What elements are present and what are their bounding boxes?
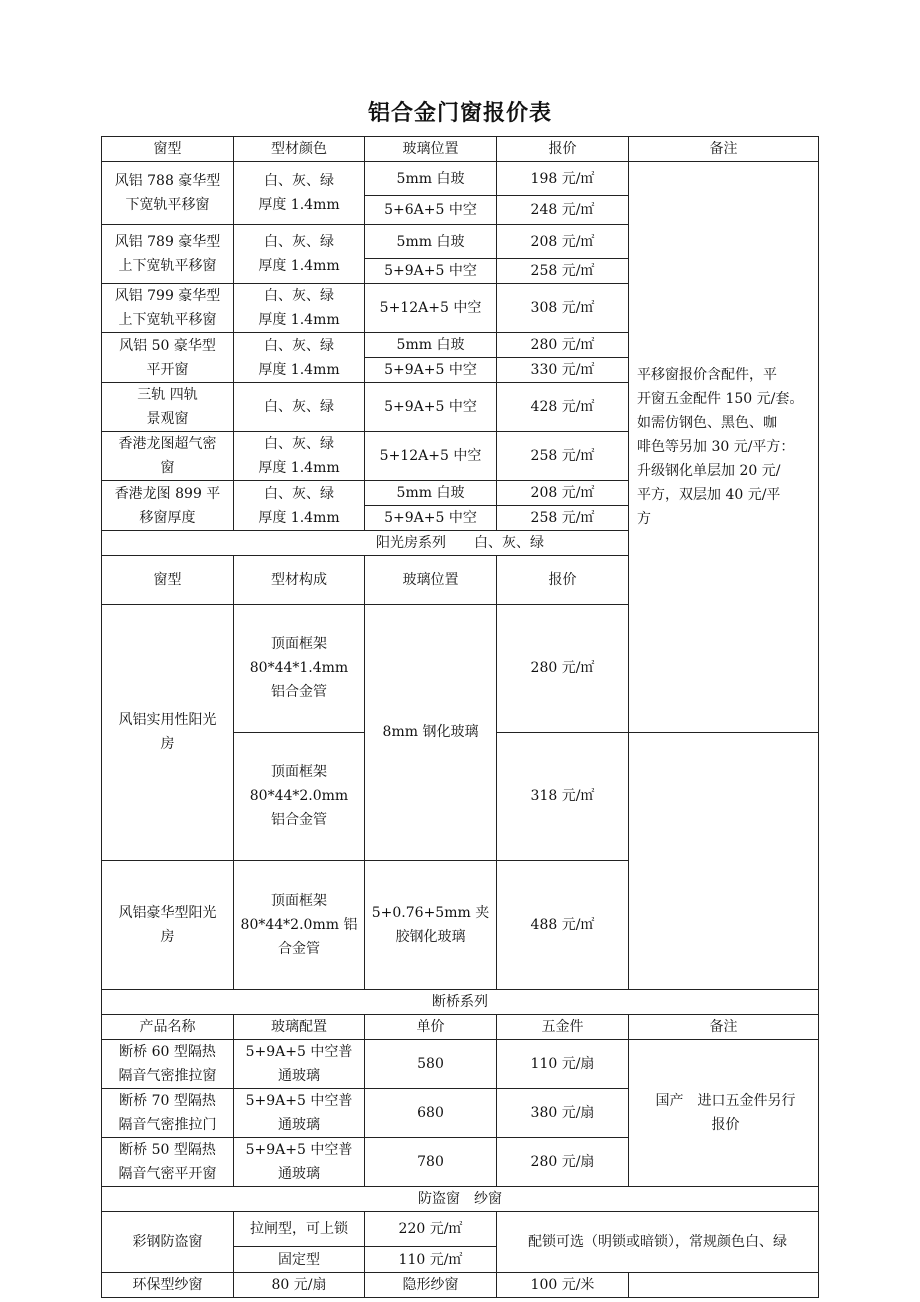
price-cell: 280 元/㎡ bbox=[497, 605, 629, 733]
hardware-cell: 110 元/扇 bbox=[497, 1040, 629, 1089]
header-cell: 玻璃位置 bbox=[365, 556, 497, 605]
price-cell: 208 元/㎡ bbox=[497, 225, 629, 259]
product-name-cell: 隐形纱窗 bbox=[365, 1273, 497, 1298]
table-row bbox=[102, 1212, 819, 1247]
header-cell: 玻璃配置 bbox=[234, 1015, 365, 1040]
section-title-row bbox=[102, 531, 819, 556]
glass-cell: 5mm 白玻 bbox=[365, 333, 497, 358]
glass-cell: 8mm 钢化玻璃 bbox=[365, 605, 497, 861]
window-type-cell: 风铝 50 豪华型 平开窗 bbox=[102, 333, 234, 383]
glass-cell: 5+9A+5 中空普 通玻璃 bbox=[234, 1138, 365, 1187]
price-cell: 680 bbox=[365, 1089, 497, 1138]
remark-cell: 平移窗报价含配件，平 开窗五金配件 150 元/套。 如需仿钢色、黑色、咖 啡色等另加 30 元/平方： 升级钢化单层加 20 元/ 平方，双层加 40 元/平 方 bbox=[629, 162, 819, 733]
glass-cell: 5+0.76+5mm 夹 胶钢化玻璃 bbox=[365, 860, 497, 990]
price-cell: 110 元/㎡ bbox=[365, 1247, 497, 1273]
window-type-cell: 三轨 四轨 景观窗 bbox=[102, 383, 234, 432]
table-header-row bbox=[102, 1015, 819, 1040]
glass-cell: 5+9A+5 中空 bbox=[365, 506, 497, 531]
price-cell: 280 元/㎡ bbox=[497, 333, 629, 358]
empty-cell bbox=[629, 1273, 819, 1298]
section-title-security: 防盗窗 纱窗 bbox=[102, 1187, 819, 1212]
type-cell: 固定型 bbox=[234, 1247, 365, 1273]
hardware-cell: 380 元/扇 bbox=[497, 1089, 629, 1138]
table-row bbox=[102, 162, 819, 196]
price-cell: 308 元/㎡ bbox=[497, 284, 629, 333]
header-cell: 报价 bbox=[497, 137, 629, 162]
glass-cell: 5+12A+5 中空 bbox=[365, 284, 497, 333]
frame-cell: 顶面框架 80*44*2.0mm 铝 合金管 bbox=[234, 860, 365, 990]
price-cell: 318 元/㎡ bbox=[497, 732, 629, 860]
price-table bbox=[101, 136, 819, 1298]
table-row bbox=[102, 1040, 819, 1089]
price-cell: 488 元/㎡ bbox=[497, 860, 629, 990]
table-header-row bbox=[102, 137, 819, 162]
profile-color-cell: 白、灰、绿 厚度 1.4mm bbox=[234, 162, 365, 225]
window-type-cell: 香港龙图超气密 窗 bbox=[102, 432, 234, 481]
header-cell: 窗型 bbox=[102, 556, 234, 605]
product-name-cell: 断桥 50 型隔热 隔音气密平开窗 bbox=[102, 1138, 234, 1187]
frame-cell: 顶面框架 80*44*1.4mm 铝合金管 bbox=[234, 605, 365, 733]
product-name-cell: 断桥 60 型隔热 隔音气密推拉窗 bbox=[102, 1040, 234, 1089]
profile-color-cell: 白、灰、绿 厚度 1.4mm bbox=[234, 284, 365, 333]
header-cell: 备注 bbox=[629, 137, 819, 162]
header-cell: 单价 bbox=[365, 1015, 497, 1040]
hardware-cell: 280 元/扇 bbox=[497, 1138, 629, 1187]
section-title-row bbox=[102, 990, 819, 1015]
section-title-sunroom: 阳光房系列 白、灰、绿 bbox=[102, 531, 819, 556]
type-cell: 拉闸型，可上锁 bbox=[234, 1212, 365, 1247]
profile-color-cell: 白、灰、绿 厚度 1.4mm bbox=[234, 333, 365, 383]
section-title-thermal-break: 断桥系列 bbox=[102, 990, 819, 1015]
window-type-cell: 风铝豪华型阳光 房 bbox=[102, 860, 234, 990]
profile-color-cell: 白、灰、绿 厚度 1.4mm bbox=[234, 481, 365, 531]
header-cell: 备注 bbox=[629, 1015, 819, 1040]
header-cell: 窗型 bbox=[102, 137, 234, 162]
product-name-cell: 环保型纱窗 bbox=[102, 1273, 234, 1298]
price-cell: 258 元/㎡ bbox=[497, 259, 629, 284]
header-cell: 产品名称 bbox=[102, 1015, 234, 1040]
profile-color-cell: 白、灰、绿 厚度 1.4mm bbox=[234, 432, 365, 481]
header-cell: 报价 bbox=[497, 556, 629, 605]
window-type-cell: 风铝实用性阳光 房 bbox=[102, 605, 234, 861]
profile-color-cell: 白、灰、绿 bbox=[234, 383, 365, 432]
glass-cell: 5mm 白玻 bbox=[365, 481, 497, 506]
window-type-cell: 风铝 789 豪华型 上下宽轨平移窗 bbox=[102, 225, 234, 284]
profile-color-cell: 白、灰、绿 厚度 1.4mm bbox=[234, 225, 365, 284]
window-type-cell: 风铝 788 豪华型 下宽轨平移窗 bbox=[102, 162, 234, 225]
price-cell: 428 元/㎡ bbox=[497, 383, 629, 432]
glass-cell: 5+6A+5 中空 bbox=[365, 196, 497, 225]
glass-cell: 5mm 白玻 bbox=[365, 162, 497, 196]
price-cell: 258 元/㎡ bbox=[497, 506, 629, 531]
price-cell: 258 元/㎡ bbox=[497, 432, 629, 481]
glass-cell: 5mm 白玻 bbox=[365, 225, 497, 259]
price-cell: 80 元/扇 bbox=[234, 1273, 365, 1298]
section-title-row bbox=[102, 1187, 819, 1212]
glass-cell: 5+9A+5 中空 bbox=[365, 383, 497, 432]
page-title: 铝合金门窗报价表 bbox=[367, 101, 552, 126]
price-cell: 780 bbox=[365, 1138, 497, 1187]
remark-cell: 配锁可选（明锁或暗锁），常规颜色白、绿 bbox=[497, 1212, 819, 1273]
table-row bbox=[102, 1273, 819, 1298]
price-cell: 208 元/㎡ bbox=[497, 481, 629, 506]
price-cell: 220 元/㎡ bbox=[365, 1212, 497, 1247]
remark-cell: 国产 进口五金件另行 报价 bbox=[629, 1040, 819, 1187]
table-row bbox=[102, 860, 819, 990]
header-cell: 型材颜色 bbox=[234, 137, 365, 162]
price-cell: 580 bbox=[365, 1040, 497, 1089]
product-name-cell: 彩钢防盗窗 bbox=[102, 1212, 234, 1273]
price-cell: 198 元/㎡ bbox=[497, 162, 629, 196]
glass-cell: 5+9A+5 中空普 通玻璃 bbox=[234, 1040, 365, 1089]
header-cell: 型材构成 bbox=[234, 556, 365, 605]
window-type-cell: 风铝 799 豪华型 上下宽轨平移窗 bbox=[102, 284, 234, 333]
header-cell: 五金件 bbox=[497, 1015, 629, 1040]
glass-cell: 5+9A+5 中空普 通玻璃 bbox=[234, 1089, 365, 1138]
glass-cell: 5+9A+5 中空 bbox=[365, 358, 497, 383]
price-cell: 248 元/㎡ bbox=[497, 196, 629, 225]
window-type-cell: 香港龙图 899 平 移窗厚度 bbox=[102, 481, 234, 531]
price-cell: 100 元/米 bbox=[497, 1273, 629, 1298]
glass-cell: 5+9A+5 中空 bbox=[365, 259, 497, 284]
product-name-cell: 断桥 70 型隔热 隔音气密推拉门 bbox=[102, 1089, 234, 1138]
frame-cell: 顶面框架 80*44*2.0mm 铝合金管 bbox=[234, 732, 365, 860]
glass-cell: 5+12A+5 中空 bbox=[365, 432, 497, 481]
price-cell: 330 元/㎡ bbox=[497, 358, 629, 383]
header-cell: 玻璃位置 bbox=[365, 137, 497, 162]
